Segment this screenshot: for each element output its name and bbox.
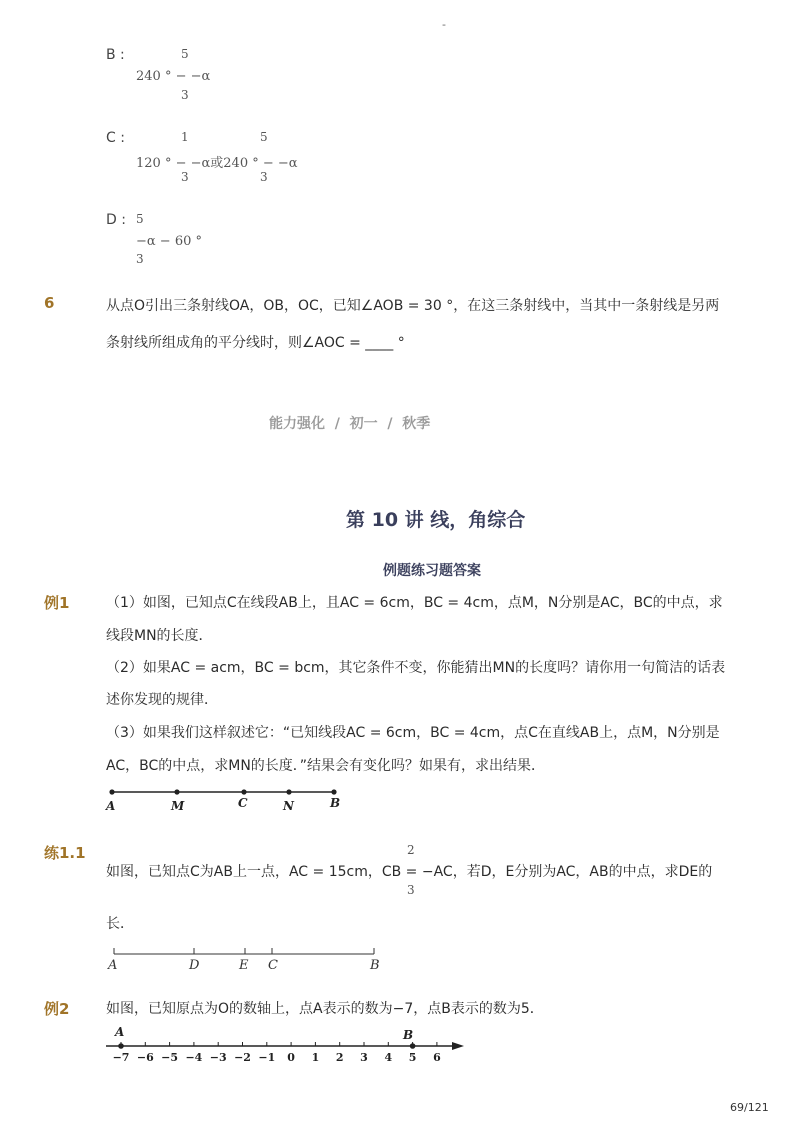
option-c-denominator-2: 3: [260, 170, 268, 184]
lecture-title: 第 10 讲 线，角综合: [346, 509, 526, 531]
point-a: [109, 789, 114, 794]
course-breadcrumb: 能力强化 / 初一 / 秋季: [269, 416, 431, 432]
tick-label: 2: [335, 1051, 344, 1064]
option-c-label: C :: [106, 130, 125, 146]
label-b: B: [330, 796, 341, 810]
example-1-tag: 例1: [44, 594, 70, 612]
tick-label: 1: [311, 1051, 320, 1064]
point-b: [410, 1043, 416, 1049]
option-c-expression: 120 ° − −α或240 ° − −α: [136, 156, 298, 171]
tick-label: −2: [234, 1051, 251, 1064]
tick-label: 3: [360, 1051, 368, 1064]
top-mark: -: [442, 18, 446, 31]
section-title: 例题练习题答案: [383, 563, 481, 579]
practice-1-1-line-2: 长．: [106, 916, 134, 932]
label-m: M: [171, 799, 185, 813]
page-number: 69/121: [730, 1101, 769, 1114]
practice-1-1-fraction-numerator: 2: [407, 843, 415, 857]
number-line-arrow: [452, 1042, 464, 1050]
label-c: C: [238, 796, 248, 810]
point-a: [118, 1043, 124, 1049]
tick-label: 0: [287, 1051, 295, 1064]
option-d-expression: −α − 60 °: [136, 234, 203, 249]
point-b-label: B: [403, 1028, 414, 1042]
tick-label: −3: [209, 1051, 227, 1064]
label-c: C: [268, 958, 278, 973]
label-a: A: [106, 799, 116, 813]
practice-1-1-tag: 练1.1: [44, 844, 86, 862]
option-c-numerator-1: 1: [181, 130, 189, 144]
label-d: D: [189, 958, 200, 973]
label-a: A: [108, 958, 118, 973]
option-d-denominator: 3: [136, 252, 144, 266]
example-2-line-1: 如图，已知原点为O的数轴上，点A表示的数为−7，点B表示的数为5．: [106, 1001, 544, 1017]
option-c-numerator-2: 5: [260, 130, 268, 144]
point-b: [331, 789, 336, 794]
option-b-expression: 240 ° − −α: [136, 69, 211, 84]
point-a-label: A: [115, 1025, 125, 1039]
tick-label: −1: [258, 1051, 276, 1064]
tick-label: 6: [433, 1051, 441, 1064]
option-d-numerator: 5: [136, 212, 144, 226]
question-6-number: 6: [44, 294, 55, 312]
example-1-part-1-line-2: 线段MN的长度．: [106, 628, 213, 644]
tick-label: 5: [408, 1051, 417, 1064]
tick-label: −5: [161, 1051, 179, 1064]
option-b-numerator: 5: [181, 47, 189, 61]
example-1-part-2-line-1: （2）如果AC = acm，BC = bcm，其它条件不变，你能猜出MN的长度吗？请你用一句简洁的话表: [106, 660, 726, 676]
option-d-label: D :: [106, 212, 126, 228]
question-6-line-1: 从点O引出三条射线OA，OB，OC，已知∠AOB = 30 °，在这三条射线中，当其中一条射线是另两: [106, 298, 720, 314]
tick-label: −7: [112, 1051, 130, 1064]
label-n: N: [283, 799, 294, 813]
example-2-number-line: [100, 1022, 470, 1064]
practice-1-1-segment-figure: [100, 942, 390, 974]
practice-1-1-fraction-denominator: 3: [407, 883, 415, 897]
point-n: [286, 789, 291, 794]
option-c-denominator-1: 3: [181, 170, 189, 184]
example-1-part-2-line-2: 述你发现的规律．: [106, 692, 218, 708]
label-b: B: [370, 958, 380, 973]
example-1-part-1-line-1: （1）如图，已知点C在线段AB上，且AC = 6cm，BC = 4cm，点M，N分别是AC，BC的中点，求: [106, 595, 723, 611]
example-1-segment-figure: [100, 782, 350, 818]
option-b-denominator: 3: [181, 88, 189, 102]
question-6-line-2: 条射线所组成角的平分线时，则∠AOC = ____ °: [106, 335, 405, 351]
point-m: [174, 789, 179, 794]
example-1-part-3-line-1: （3）如果我们这样叙述它：“已知线段AC = 6cm，BC = 4cm，点C在直线AB上，点M，N分别是: [106, 725, 720, 741]
label-e: E: [239, 958, 249, 973]
point-c: [241, 789, 246, 794]
example-1-part-3-line-2: AC，BC的中点，求MN的长度．”结果会有变化吗？如果有，求出结果．: [106, 758, 546, 774]
option-b-label: B :: [106, 47, 125, 63]
example-2-tag: 例2: [44, 1000, 70, 1018]
tick-label: −6: [136, 1051, 154, 1064]
tick-label: −4: [185, 1051, 203, 1064]
practice-1-1-line-1: 如图，已知点C为AB上一点，AC = 15cm，CB = −AC，若D，E分别为AC，AB的中点，求DE的: [106, 864, 713, 880]
tick-label: 4: [384, 1051, 393, 1064]
